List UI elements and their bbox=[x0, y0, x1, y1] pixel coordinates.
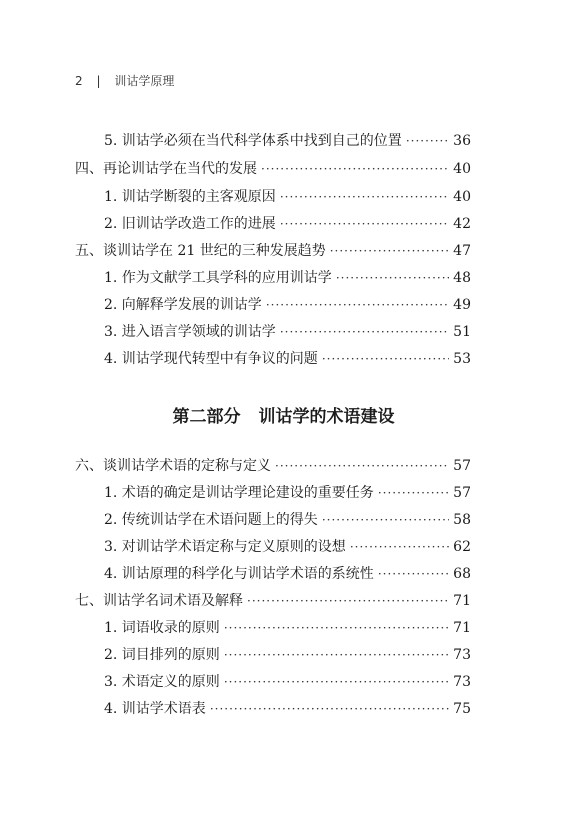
toc-entry-page: 71 bbox=[453, 620, 471, 636]
leader-dots bbox=[280, 188, 449, 206]
toc-entry[interactable] bbox=[104, 511, 471, 529]
toc-entry-page: 71 bbox=[453, 593, 471, 609]
header-separator: | bbox=[96, 74, 101, 88]
toc-entry[interactable] bbox=[104, 350, 471, 368]
toc-entry-title: 3. 对训诂学术语定称与定义原则的设想 bbox=[104, 539, 346, 555]
toc-entry-title: 2. 传统训诂学在术语问题上的得失 bbox=[104, 512, 318, 528]
running-header bbox=[75, 72, 174, 89]
toc-entry-page: 58 bbox=[453, 512, 471, 528]
toc-entry-title: 2. 旧训诂学改造工作的进展 bbox=[104, 216, 276, 232]
toc-entry[interactable] bbox=[104, 188, 471, 206]
leader-dots bbox=[247, 592, 449, 610]
leader-dots bbox=[378, 484, 449, 502]
toc-entry[interactable] bbox=[104, 323, 471, 341]
leader-dots bbox=[261, 160, 449, 178]
toc-entry-page: 40 bbox=[453, 189, 471, 205]
toc-entry-page: 75 bbox=[453, 701, 471, 717]
toc-entry-page: 62 bbox=[453, 539, 471, 555]
toc-entry-title: 5. 训诂学必须在当代科学体系中找到自己的位置 bbox=[104, 133, 402, 149]
toc-chapter[interactable] bbox=[75, 457, 471, 475]
toc-entry-page: 53 bbox=[453, 351, 471, 367]
toc-entry-page: 48 bbox=[453, 270, 471, 286]
toc-entry[interactable] bbox=[104, 132, 471, 150]
toc-entry-title: 七、训诂学名词术语及解释 bbox=[75, 593, 243, 609]
toc-entry[interactable] bbox=[104, 296, 471, 314]
toc-entry-title: 4. 训诂学术语表 bbox=[104, 701, 206, 717]
leader-dots bbox=[406, 132, 449, 150]
toc-entry-title: 1. 训诂学断裂的主客观原因 bbox=[104, 189, 276, 205]
toc-entry[interactable] bbox=[104, 619, 471, 637]
toc-entry-title: 1. 词语收录的原则 bbox=[104, 620, 220, 636]
part-heading bbox=[0, 402, 567, 427]
toc-entry-page: 51 bbox=[453, 324, 471, 340]
toc-entry-page: 49 bbox=[453, 297, 471, 313]
leader-dots bbox=[280, 323, 449, 341]
toc-entry[interactable] bbox=[104, 269, 471, 287]
leader-dots bbox=[280, 215, 449, 233]
toc-entry[interactable] bbox=[104, 484, 471, 502]
leader-dots bbox=[266, 296, 449, 314]
toc-entry-page: 47 bbox=[453, 243, 471, 259]
toc-entry[interactable] bbox=[104, 646, 471, 664]
toc-entry-page: 42 bbox=[453, 216, 471, 232]
leader-dots bbox=[224, 673, 449, 691]
toc-chapter[interactable] bbox=[75, 592, 471, 610]
leader-dots bbox=[350, 538, 449, 556]
toc-entry[interactable] bbox=[104, 538, 471, 556]
leader-dots bbox=[336, 269, 449, 287]
toc-entry-page: 73 bbox=[453, 674, 471, 690]
leader-dots bbox=[378, 565, 449, 583]
leader-dots bbox=[275, 457, 449, 475]
leader-dots bbox=[330, 242, 449, 260]
toc-entry-title: 4. 训诂学现代转型中有争议的问题 bbox=[104, 351, 318, 367]
toc-entry-title: 2. 向解释学发展的训诂学 bbox=[104, 297, 262, 313]
leader-dots bbox=[210, 700, 449, 718]
page-number: 2 bbox=[75, 74, 83, 88]
toc-entry-page: 40 bbox=[453, 161, 471, 177]
toc-entry[interactable] bbox=[104, 673, 471, 691]
book-title: 训诂学原理 bbox=[114, 74, 175, 88]
toc-entry-title: 2. 词目排列的原则 bbox=[104, 647, 220, 663]
toc-entry-title: 4. 训诂原理的科学化与训诂学术语的系统性 bbox=[104, 566, 374, 582]
part-name: 训诂学的术语建设 bbox=[258, 407, 395, 427]
toc-entry[interactable] bbox=[104, 565, 471, 583]
toc-entry-title: 六、谈训诂学术语的定称与定义 bbox=[75, 458, 271, 474]
toc-entry-page: 57 bbox=[453, 458, 471, 474]
leader-dots bbox=[322, 511, 449, 529]
toc-entry-title: 五、谈训诂学在 21 世纪的三种发展趋势 bbox=[75, 243, 326, 259]
leader-dots bbox=[224, 646, 449, 664]
toc-entry[interactable] bbox=[104, 215, 471, 233]
toc-chapter[interactable] bbox=[75, 242, 471, 260]
toc-chapter[interactable] bbox=[75, 160, 471, 178]
toc-entry[interactable] bbox=[104, 700, 471, 718]
toc-entry-title: 1. 作为文献学工具学科的应用训诂学 bbox=[104, 270, 332, 286]
toc-entry-title: 3. 进入语言学领域的训诂学 bbox=[104, 324, 276, 340]
toc-entry-title: 1. 术语的确定是训诂学理论建设的重要任务 bbox=[104, 485, 374, 501]
toc-entry-page: 36 bbox=[453, 133, 471, 149]
toc-entry-page: 57 bbox=[453, 485, 471, 501]
toc-entry-page: 68 bbox=[453, 566, 471, 582]
leader-dots bbox=[224, 619, 449, 637]
toc-entry-page: 73 bbox=[453, 647, 471, 663]
toc-entry-title: 四、再论训诂学在当代的发展 bbox=[75, 161, 257, 177]
toc-entry-title: 3. 术语定义的原则 bbox=[104, 674, 220, 690]
part-number: 第二部分 bbox=[172, 407, 241, 427]
leader-dots bbox=[322, 350, 449, 368]
